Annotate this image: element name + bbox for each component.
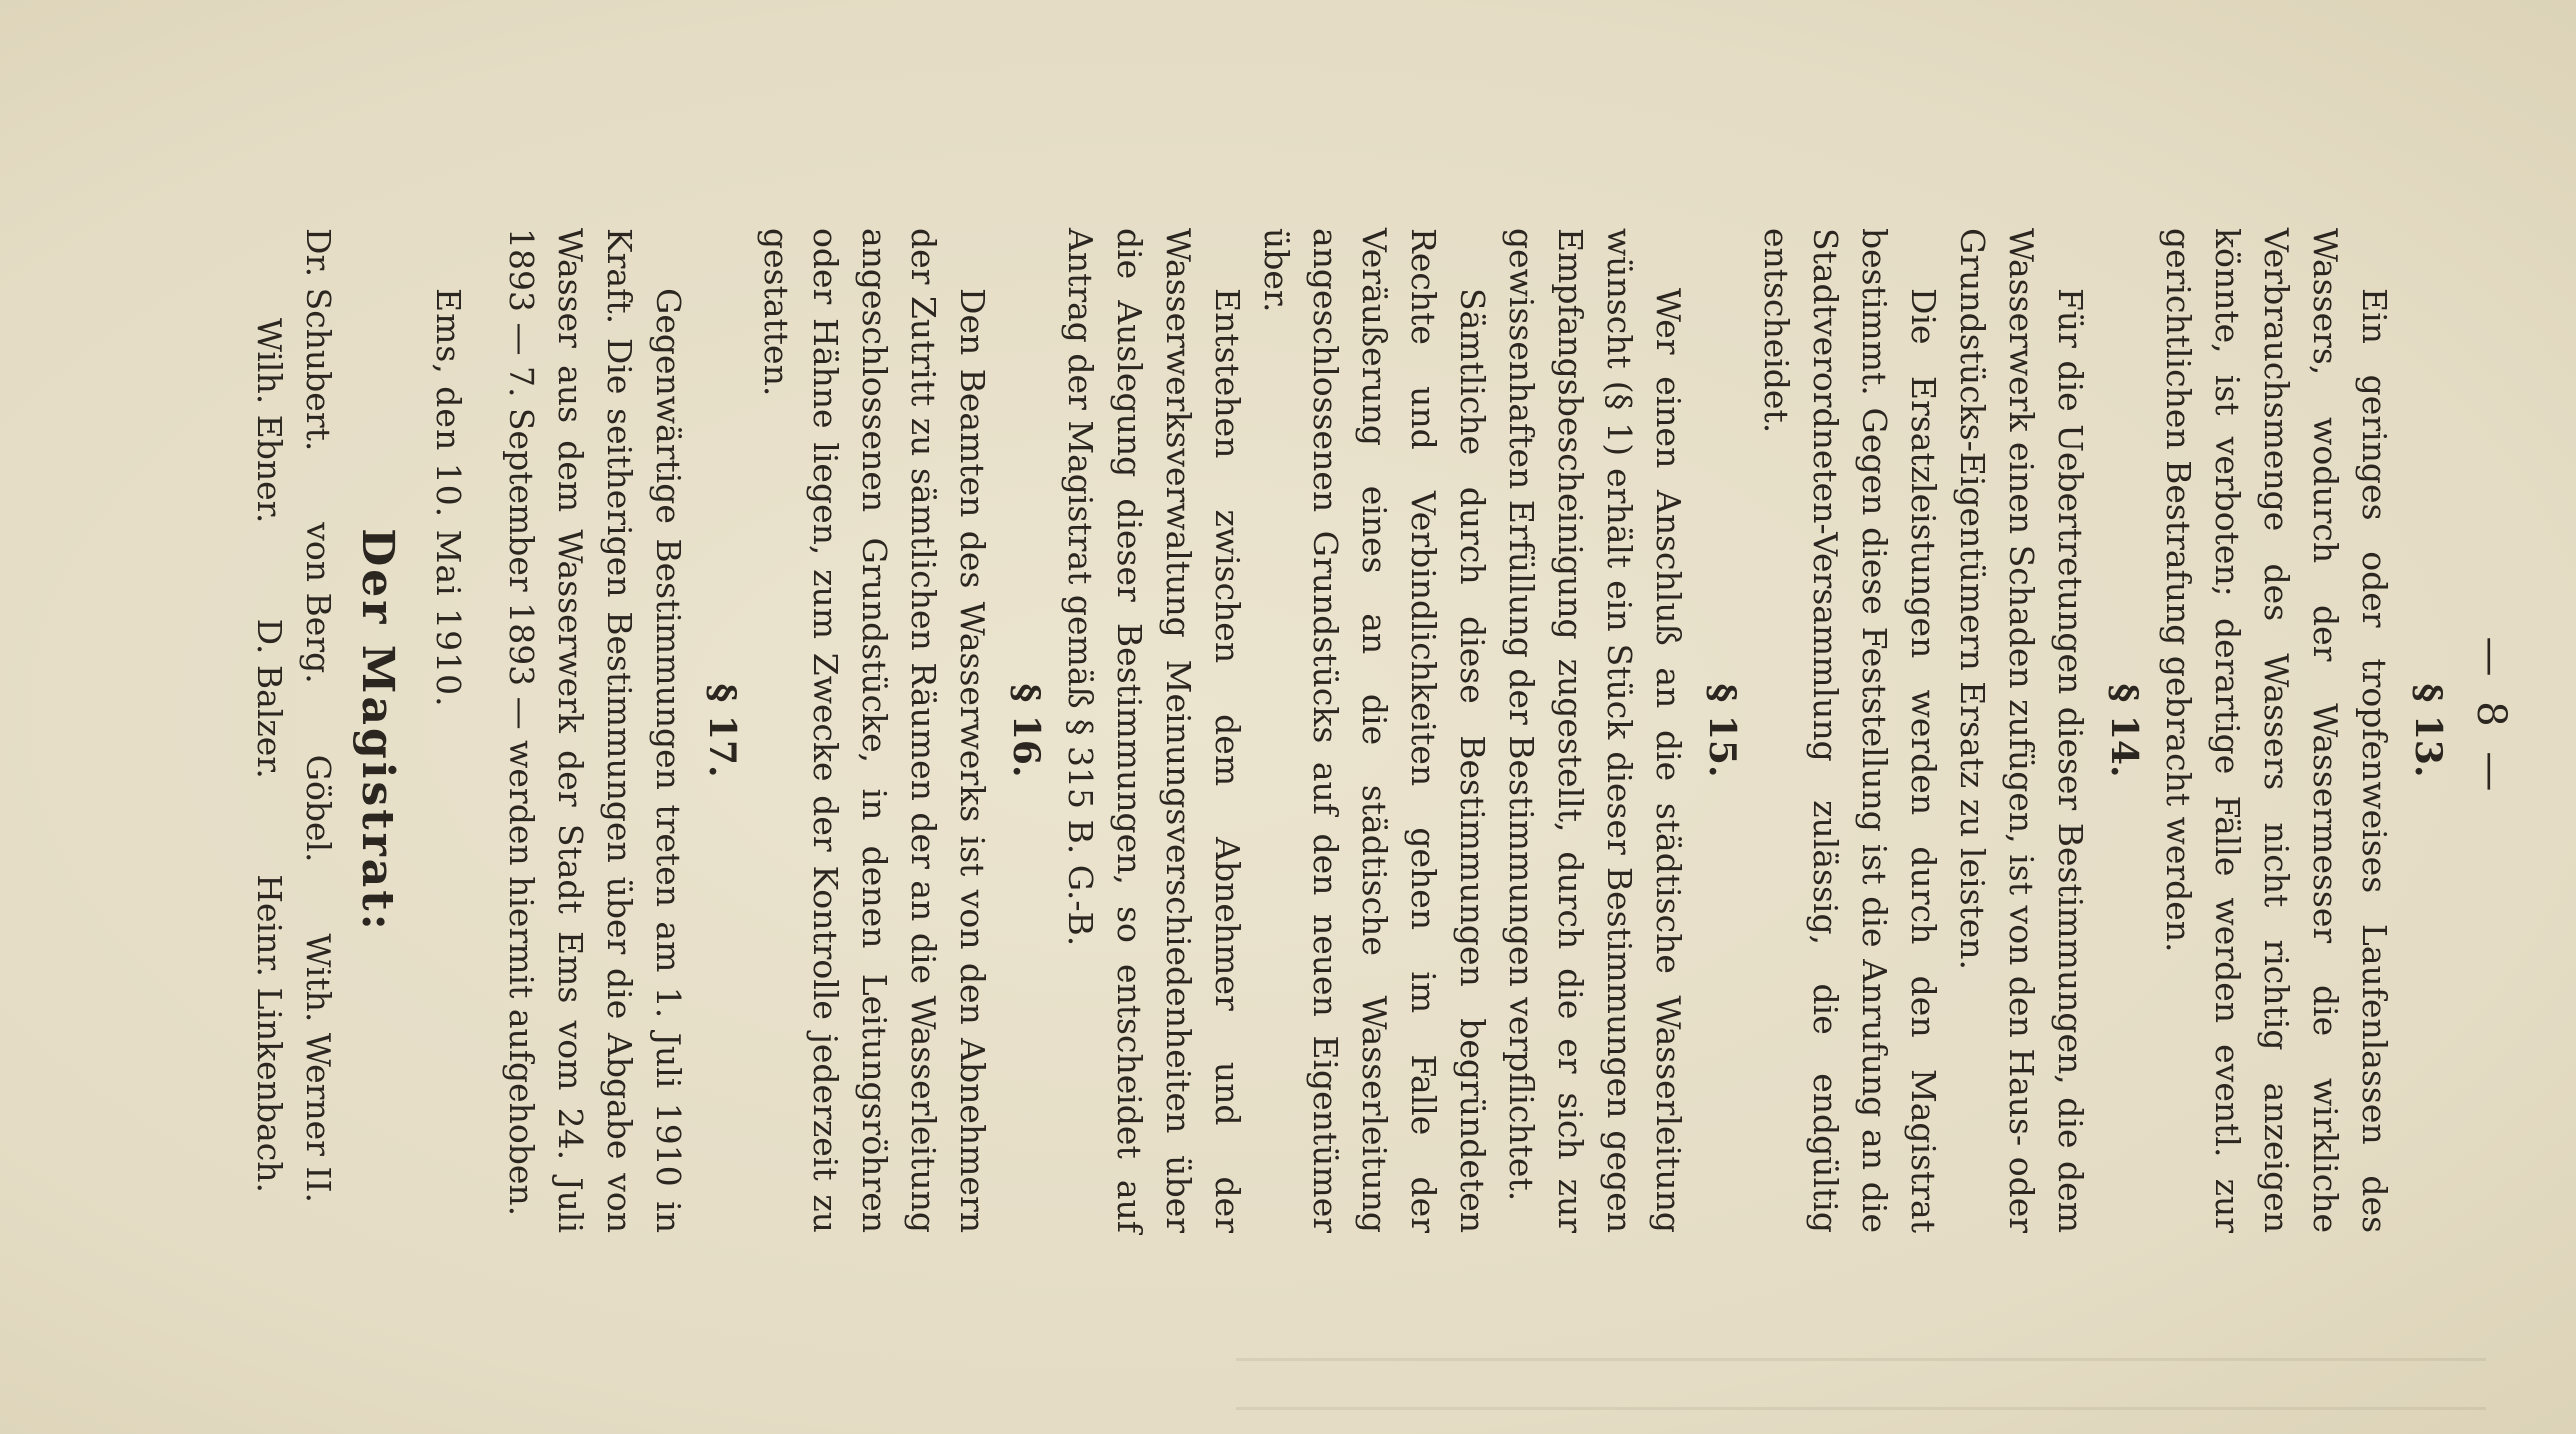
signature: With. Werner II. — [299, 933, 338, 1203]
signature-row — [294, 228, 343, 1233]
section-heading: § 15. — [1701, 683, 1743, 778]
signature: Heinr. Linkenbach. — [250, 874, 289, 1193]
section-heading: § 16. — [1005, 683, 1047, 778]
paragraph: Für die Uebertretungen dieser Bestimmungen, die dem Wasserwerk einen Schaden zufügen, ist von den Haus- oder Grundstücks-Eigentümern Ersatz zu leisten. — [1953, 228, 2090, 1233]
paragraph: Entstehen zwischen dem Abnehmer und der Wasserwerksverwaltung Meinungsverschiedenheiten über die Auslegung dieser Bestimmungen, so entscheidet auf Antrag der Magistrat gemäß § 315 B. G.-B. — [1061, 228, 1247, 1233]
section-16 — [752, 228, 1050, 1233]
section-13 — [2154, 228, 2452, 1233]
authority-heading: Der Magistrat: — [352, 528, 403, 933]
paragraph: Den Beamten des Wasserwerks ist von den Abnehmern der Zutritt zu sämtlichen Räumen der an die Wasserleitung angeschlossenen Grundstücke, in denen Leitungsröhren oder Hähne liegen, zum Zwecke der Kontrolle jederzeit zu gestatten. — [757, 228, 992, 1233]
paragraph: Gegenwärtige Bestimmungen treten am 1. Juli 1910 in Kraft. Die seitherigen Bestimmungen über die Abgabe von Wasser aus dem Wasserwerk der Stadt Ems vom 24. Juli 1893 — 7. September 1893 — werden hiermit aufgehoben. — [502, 228, 688, 1233]
signature: Göbel. — [299, 754, 338, 863]
page-number: — 8 — — [2468, 636, 2514, 798]
signature: Wilh. Ebner. — [250, 318, 289, 524]
section-17 — [497, 228, 746, 1233]
text-block — [245, 228, 2458, 1233]
section-heading: § 14. — [2103, 683, 2145, 778]
date-line: Ems, den 10. Mai 1910. — [429, 288, 468, 708]
paragraph: Wer einen Anschluß an die städtische Wasserleitung wünscht (§ 1) erhält ein Stück dieser Bestimmungen gegen Empfangsbescheinigung zugestellt, durch die er sich zur gewissenhaften Erfüllung der Bestimmungen verpflichtet. — [1502, 228, 1688, 1233]
signature: von Berg. — [299, 522, 338, 684]
section-heading: § 13. — [2407, 683, 2449, 778]
paragraph: Ein geringes oder tropfenweises Laufenlassen des Wassers, wodurch der Wassermesser die wirkliche Verbrauchsmenge des Wassers nicht richtig anzeigen könnte, ist verboten; derartige Fälle werden eventl. zur gerichtlichen Bestrafung gebracht werden. — [2159, 228, 2394, 1233]
paragraph: Die Ersatzleistungen werden durch den Magistrat bestimmt. Gegen diese Feststellung ist die Anrufung an die Stadtverordneten-Versammlung zulässig, die endgültig entscheidet. — [1757, 228, 1943, 1233]
show-through-shadow — [1236, 1320, 2486, 1434]
section-14 — [1752, 228, 2148, 1233]
signature: D. Balzer. — [250, 618, 289, 779]
paragraph: Sämtliche durch diese Bestimmungen begründeten Rechte und Verbindlichkeiten gehen im Falle der Veräußerung eines an die städtische Wasserleitung angeschlossenen Grundstücks auf den neuen Eigentümer über. — [1257, 228, 1492, 1233]
section-15 — [1056, 228, 1746, 1233]
signature-row — [245, 228, 294, 1233]
signature: Dr. Schubert. — [299, 228, 338, 452]
section-heading: § 17. — [701, 683, 743, 778]
